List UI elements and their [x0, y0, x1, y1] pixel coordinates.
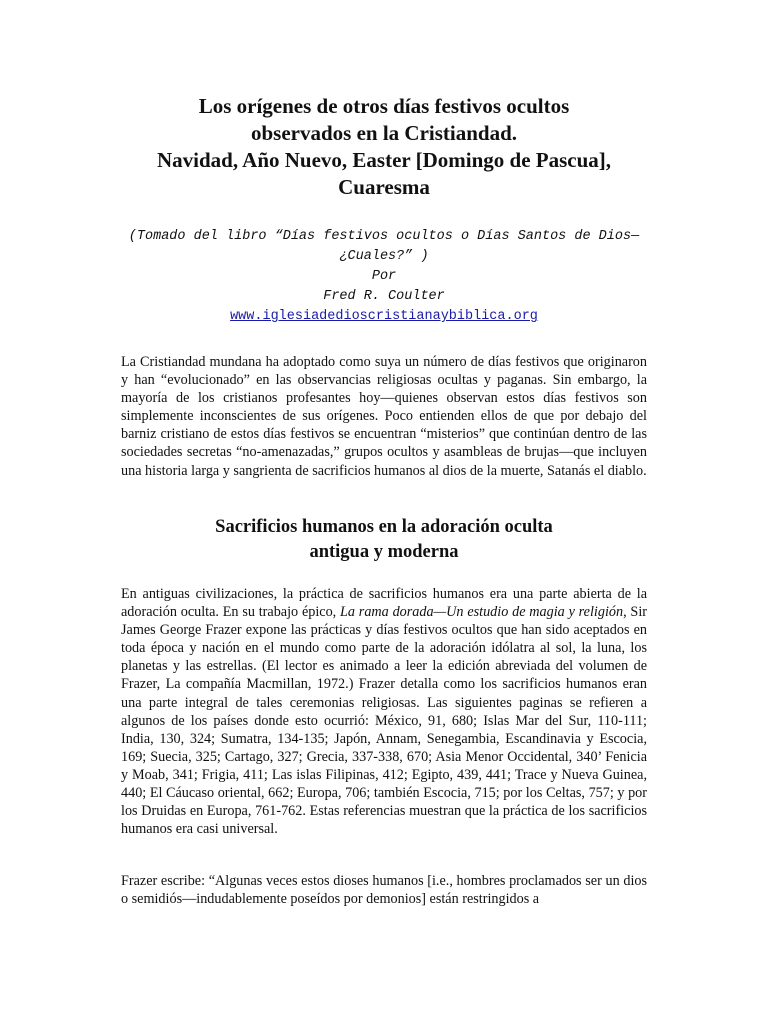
book-title: La rama dorada—Un estudio de magia y religión	[340, 604, 624, 621]
source-url-link[interactable]: www.iglesiadedioscristianaybiblica.org	[230, 309, 538, 324]
paragraph-intro: La Cristiandad mundana ha adoptado como suya un número de días festivos que originaron y han “evolucionado” en las observancias religiosas ocultas y paganas. Sin embargo, la mayoría de los cristianos profesantes hoy—quienes observan estos días festivos son simplemente inconscientes de sus orígenes. Poco entienden ellos de que por debajo del barniz cristiano de estos días festivos se encuentran “misterios” que continúan dentro de las sociedades secretas “no-amenazadas,” grupos ocultos y asambleas de brujas—que incluyen una historia larga y sangrienta de sacrificios humanos al dios de la muerte, Satanás el diablo.	[121, 354, 647, 479]
paragraph-frazer-part-a: En antiguas civilizaciones, la práctica de sacrificios humanos era una parte abierta de la adoración oculta. En su trabajo épico,	[121, 586, 647, 621]
source-by: Por	[371, 269, 397, 284]
title-line-3: Navidad, Año Nuevo, Easter [Domingo de Pascua],	[156, 148, 612, 172]
document-title	[100, 93, 668, 201]
title-line-1: Los orígenes de otros días festivos ocultos	[198, 94, 570, 118]
source-line-2: ¿Cuales?” )	[339, 249, 429, 264]
title-line-4: Cuaresma	[338, 175, 430, 199]
heading-line-1: Sacrificios humanos en la adoración oculta	[215, 517, 553, 537]
paragraph-frazer-part-b: , Sir James George Frazer expone las prácticas y días festivos ocultos que han sido aceptados en toda época y nación en el mundo como parte de la adoración idólatra al sol, la luna, los planetas y las estrellas. (El lector es animado a leer la edición abreviada del volumen de Frazer, La compañía Macmillan, 1972.) Frazer detalla como los sacrificios humanos eran una parte integral de tales ceremonias religiosas. Las siguientes paginas se refieren a algunos de los países donde esto ocurrió: México, 91, 680; Islas Mar del Sur, 110-111; India, 130, 324; Sumatra, 134-135; Japón, Annam, Senegambia, Escandinavia y Escocia, 169; Suecia, 325; Cartago, 327; Grecia, 337-338, 670; Asia Menor Occidental, 340’ Fenicia y Moab, 341; Frigia, 411; Las islas Filipinas, 412; Egipto, 439, 441; Trace y Nueva Guinea, 440; El Cáucaso oriental, 662; Europa, 706; también Escocia, 715; por los Celtas, 757; y por los Druidas en Europa, 761-762. Estas referencias muestran que la práctica de los sacrificios humanos era casi universal.	[121, 604, 647, 838]
source-note	[110, 227, 658, 327]
source-author: Fred R. Coulter	[323, 289, 445, 304]
section-heading	[121, 515, 647, 565]
title-line-2: observados en la Cristiandad.	[250, 121, 518, 145]
source-line-1: (Tomado del libro “Días festivos ocultos o Días Santos de Dios—	[128, 229, 640, 244]
paragraph-quote: Frazer escribe: “Algunas veces estos dioses humanos [i.e., hombres proclamados ser un dios o semidiós—indudablemente poseídos por demonios] están restringidos a	[121, 873, 647, 908]
paragraph-frazer	[121, 585, 647, 838]
heading-line-2: antigua y moderna	[309, 542, 459, 562]
